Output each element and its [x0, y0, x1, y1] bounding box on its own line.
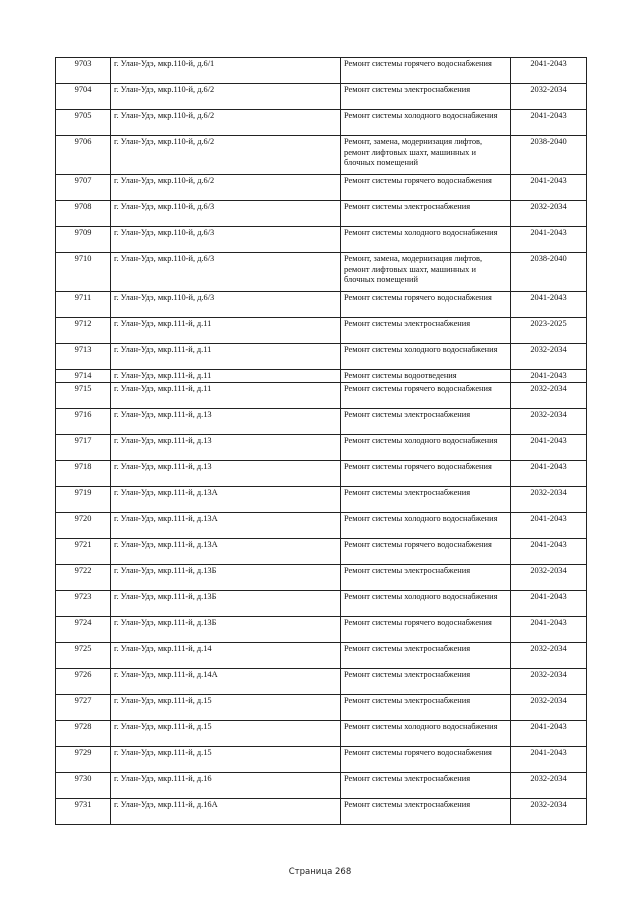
- row-number: 9718: [56, 461, 111, 487]
- work-type-cell: Ремонт системы горячего водоснабжения: [341, 175, 511, 201]
- period-cell: 2041-2043: [511, 617, 587, 643]
- work-type-cell: Ремонт системы горячего водоснабжения: [341, 292, 511, 318]
- table-row: [56, 643, 587, 669]
- table-row: [56, 461, 587, 487]
- address-cell: г. Улан-Удэ, мкр.111-й, д.16: [111, 773, 341, 799]
- row-number: 9708: [56, 201, 111, 227]
- period-cell: 2032-2034: [511, 669, 587, 695]
- row-number: 9704: [56, 84, 111, 110]
- period-cell: 2032-2034: [511, 383, 587, 409]
- row-number: 9714: [56, 370, 111, 383]
- table-row: [56, 513, 587, 539]
- row-number: 9731: [56, 799, 111, 825]
- row-number: 9727: [56, 695, 111, 721]
- row-number: 9713: [56, 344, 111, 370]
- row-number: 9716: [56, 409, 111, 435]
- period-cell: 2041-2043: [511, 591, 587, 617]
- period-cell: 2038-2040: [511, 253, 587, 292]
- address-cell: г. Улан-Удэ, мкр.110-й, д.6/2: [111, 110, 341, 136]
- table-row: [56, 201, 587, 227]
- work-type-cell: Ремонт системы электроснабжения: [341, 565, 511, 591]
- work-type-cell: Ремонт, замена, модернизация лифтов, ремонт лифтовых шахт, машинных и блочных помещений: [341, 253, 511, 292]
- address-cell: г. Улан-Удэ, мкр.111-й, д.11: [111, 370, 341, 383]
- work-type-cell: Ремонт системы холодного водоснабжения: [341, 721, 511, 747]
- table-row: [56, 344, 587, 370]
- row-number: 9709: [56, 227, 111, 253]
- period-cell: 2032-2034: [511, 643, 587, 669]
- table-row: [56, 721, 587, 747]
- address-cell: г. Улан-Удэ, мкр.111-й, д.13Б: [111, 617, 341, 643]
- address-cell: г. Улан-Удэ, мкр.110-й, д.6/3: [111, 253, 341, 292]
- period-cell: 2041-2043: [511, 461, 587, 487]
- work-type-cell: Ремонт системы горячего водоснабжения: [341, 461, 511, 487]
- table-row: [56, 591, 587, 617]
- address-cell: г. Улан-Удэ, мкр.111-й, д.13Б: [111, 565, 341, 591]
- address-cell: г. Улан-Удэ, мкр.110-й, д.6/2: [111, 175, 341, 201]
- period-cell: 2032-2034: [511, 799, 587, 825]
- work-type-cell: Ремонт системы горячего водоснабжения: [341, 58, 511, 84]
- work-type-cell: Ремонт системы электроснабжения: [341, 84, 511, 110]
- row-number: 9720: [56, 513, 111, 539]
- row-number: 9721: [56, 539, 111, 565]
- row-number: 9724: [56, 617, 111, 643]
- address-cell: г. Улан-Удэ, мкр.110-й, д.6/2: [111, 84, 341, 110]
- address-cell: г. Улан-Удэ, мкр.110-й, д.6/1: [111, 58, 341, 84]
- period-cell: 2041-2043: [511, 110, 587, 136]
- address-cell: г. Улан-Удэ, мкр.111-й, д.16А: [111, 799, 341, 825]
- row-number: 9703: [56, 58, 111, 84]
- address-cell: г. Улан-Удэ, мкр.110-й, д.6/3: [111, 227, 341, 253]
- work-type-cell: Ремонт системы холодного водоснабжения: [341, 344, 511, 370]
- table-row: [56, 227, 587, 253]
- address-cell: г. Улан-Удэ, мкр.110-й, д.6/3: [111, 201, 341, 227]
- program-table: [55, 57, 587, 825]
- page-number: Страница 268: [288, 867, 352, 877]
- work-type-cell: Ремонт системы электроснабжения: [341, 695, 511, 721]
- work-type-cell: Ремонт системы электроснабжения: [341, 487, 511, 513]
- table-row: [56, 669, 587, 695]
- row-number: 9706: [56, 136, 111, 175]
- table-row: [56, 370, 587, 383]
- address-cell: г. Улан-Удэ, мкр.110-й, д.6/3: [111, 292, 341, 318]
- period-cell: 2041-2043: [511, 227, 587, 253]
- table-row: [56, 487, 587, 513]
- period-cell: 2041-2043: [511, 747, 587, 773]
- table-row: [56, 617, 587, 643]
- work-type-cell: Ремонт системы электроснабжения: [341, 643, 511, 669]
- address-cell: г. Улан-Удэ, мкр.111-й, д.15: [111, 695, 341, 721]
- row-number: 9711: [56, 292, 111, 318]
- table-row: [56, 565, 587, 591]
- address-cell: г. Улан-Удэ, мкр.111-й, д.11: [111, 344, 341, 370]
- period-cell: 2032-2034: [511, 201, 587, 227]
- period-cell: 2041-2043: [511, 539, 587, 565]
- table-row: [56, 136, 587, 175]
- work-type-cell: Ремонт системы электроснабжения: [341, 201, 511, 227]
- period-cell: 2032-2034: [511, 695, 587, 721]
- address-cell: г. Улан-Удэ, мкр.111-й, д.14: [111, 643, 341, 669]
- table-row: [56, 253, 587, 292]
- row-number: 9705: [56, 110, 111, 136]
- table-row: [56, 383, 587, 409]
- row-number: 9725: [56, 643, 111, 669]
- period-cell: 2032-2034: [511, 409, 587, 435]
- table-row: [56, 799, 587, 825]
- row-number: 9717: [56, 435, 111, 461]
- work-type-cell: Ремонт системы электроснабжения: [341, 773, 511, 799]
- work-type-cell: Ремонт системы электроснабжения: [341, 669, 511, 695]
- period-cell: 2038-2040: [511, 136, 587, 175]
- address-cell: г. Улан-Удэ, мкр.111-й, д.13А: [111, 513, 341, 539]
- row-number: 9730: [56, 773, 111, 799]
- work-type-cell: Ремонт системы электроснабжения: [341, 409, 511, 435]
- address-cell: г. Улан-Удэ, мкр.111-й, д.15: [111, 721, 341, 747]
- work-type-cell: Ремонт системы горячего водоснабжения: [341, 617, 511, 643]
- period-cell: 2032-2034: [511, 487, 587, 513]
- address-cell: г. Улан-Удэ, мкр.111-й, д.13А: [111, 539, 341, 565]
- address-cell: г. Улан-Удэ, мкр.111-й, д.13: [111, 461, 341, 487]
- row-number: 9710: [56, 253, 111, 292]
- work-type-cell: Ремонт системы горячего водоснабжения: [341, 383, 511, 409]
- table-row: [56, 84, 587, 110]
- address-cell: г. Улан-Удэ, мкр.111-й, д.13: [111, 409, 341, 435]
- period-cell: 2041-2043: [511, 175, 587, 201]
- table-row: [56, 318, 587, 344]
- period-cell: 2041-2043: [511, 292, 587, 318]
- row-number: 9715: [56, 383, 111, 409]
- work-type-cell: Ремонт системы холодного водоснабжения: [341, 591, 511, 617]
- work-type-cell: Ремонт системы горячего водоснабжения: [341, 747, 511, 773]
- period-cell: 2032-2034: [511, 565, 587, 591]
- table-row: [56, 747, 587, 773]
- address-cell: г. Улан-Удэ, мкр.110-й, д.6/2: [111, 136, 341, 175]
- table-row: [56, 58, 587, 84]
- row-number: 9729: [56, 747, 111, 773]
- row-number: 9728: [56, 721, 111, 747]
- table-row: [56, 175, 587, 201]
- table-body: [56, 58, 587, 825]
- work-type-cell: Ремонт системы холодного водоснабжения: [341, 110, 511, 136]
- row-number: 9712: [56, 318, 111, 344]
- period-cell: 2041-2043: [511, 435, 587, 461]
- work-type-cell: Ремонт системы водоотведения: [341, 370, 511, 383]
- work-type-cell: Ремонт системы холодного водоснабжения: [341, 435, 511, 461]
- period-cell: 2041-2043: [511, 58, 587, 84]
- table-row: [56, 110, 587, 136]
- address-cell: г. Улан-Удэ, мкр.111-й, д.11: [111, 383, 341, 409]
- table-row: [56, 292, 587, 318]
- address-cell: г. Улан-Удэ, мкр.111-й, д.11: [111, 318, 341, 344]
- address-cell: г. Улан-Удэ, мкр.111-й, д.13Б: [111, 591, 341, 617]
- row-number: 9719: [56, 487, 111, 513]
- work-type-cell: Ремонт системы электроснабжения: [341, 799, 511, 825]
- table-row: [56, 435, 587, 461]
- row-number: 9723: [56, 591, 111, 617]
- address-cell: г. Улан-Удэ, мкр.111-й, д.13: [111, 435, 341, 461]
- period-cell: 2041-2043: [511, 513, 587, 539]
- table-row: [56, 773, 587, 799]
- row-number: 9722: [56, 565, 111, 591]
- period-cell: 2041-2043: [511, 721, 587, 747]
- address-cell: г. Улан-Удэ, мкр.111-й, д.13А: [111, 487, 341, 513]
- period-cell: 2032-2034: [511, 84, 587, 110]
- period-cell: 2032-2034: [511, 344, 587, 370]
- period-cell: 2032-2034: [511, 773, 587, 799]
- work-type-cell: Ремонт системы горячего водоснабжения: [341, 539, 511, 565]
- work-type-cell: Ремонт системы холодного водоснабжения: [341, 227, 511, 253]
- row-number: 9707: [56, 175, 111, 201]
- work-type-cell: Ремонт, замена, модернизация лифтов, ремонт лифтовых шахт, машинных и блочных помещений: [341, 136, 511, 175]
- row-number: 9726: [56, 669, 111, 695]
- table-row: [56, 695, 587, 721]
- period-cell: 2023-2025: [511, 318, 587, 344]
- table-row: [56, 539, 587, 565]
- period-cell: 2041-2043: [511, 370, 587, 383]
- table-row: [56, 409, 587, 435]
- address-cell: г. Улан-Удэ, мкр.111-й, д.15: [111, 747, 341, 773]
- address-cell: г. Улан-Удэ, мкр.111-й, д.14А: [111, 669, 341, 695]
- work-type-cell: Ремонт системы электроснабжения: [341, 318, 511, 344]
- work-type-cell: Ремонт системы холодного водоснабжения: [341, 513, 511, 539]
